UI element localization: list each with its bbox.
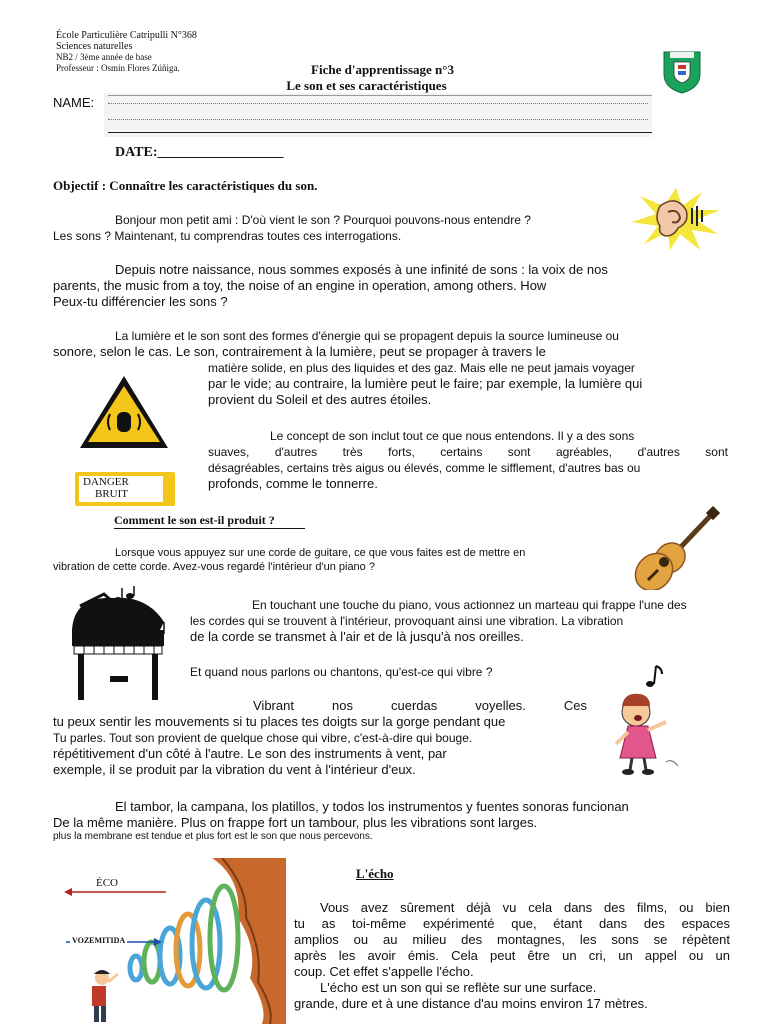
energy-line-2: sonore, selon le cas. Le son, contrairement à la lumière, peut se propager à travers le: [53, 344, 546, 359]
subject-name: Sciences naturelles: [56, 41, 133, 52]
piano-line-3: de la corde se transmet à l'air et de là jusqu'à nos oreilles.: [190, 629, 524, 644]
intro-paragraph-1: [53, 212, 623, 244]
guitar-line-2: vibration de cette corde. Avez-vous regardé l'intérieur d'un piano ?: [53, 561, 375, 573]
danger-noise-sign: [75, 472, 175, 506]
piano-line-1: En touchant une touche du piano, vous actionnez un marteau qui frappe l'une des: [252, 598, 687, 612]
echo-line-7: grande, dure et à une distance d'au moins environ 17 mètres.: [294, 996, 648, 1011]
guitar-paragraph: [53, 546, 633, 574]
guitar-line-1: Lorsque vous appuyez sur une corde de guitare, ce que vous faites est de mettre en: [115, 547, 526, 559]
date-field[interactable]: DATE:__________________: [115, 145, 284, 160]
voice-line-3: Tu parles. Tout son provient de quelque chose qui vibre, c'est-à-dire qui bouge.: [53, 731, 473, 745]
echo-line-6: L'écho est un son qui se reflète sur une surface.: [320, 980, 597, 995]
echo-image-label-voice: VOZEMITIDA: [72, 936, 126, 945]
piano-paragraph: [190, 597, 740, 645]
name-label: NAME:: [53, 95, 95, 110]
drum-line-2: De la même manière. Plus on frappe fort un tambour, plus les vibrations sont larges.: [53, 815, 538, 830]
intro-p2-line-2: parents, the music from a toy, the noise of an engine in operation, among others. How: [53, 278, 547, 293]
danger-sign-line-1: DANGER: [83, 476, 129, 488]
intro-p1-line-1: Bonjour mon petit ami : D'où vient le son ? Pourquoi pouvons-nous entendre ?: [115, 213, 531, 227]
page-title: [250, 62, 515, 94]
title-line-1: Fiche d'apprentissage n°3: [311, 62, 454, 77]
school-header: [56, 30, 256, 74]
teacher-name: Professeur : Osmín Flores Zúñiga.: [56, 63, 180, 73]
echo-line-3: amplios ou au milieu des montagnes, les sons se répètent: [294, 932, 730, 947]
echo-paragraph: [294, 900, 730, 1012]
concept-line-4: profonds, comme le tonnerre.: [208, 476, 378, 491]
intro-paragraph-2: [53, 262, 703, 310]
echo-line-2: tu as toi-même expérimenté que, étant dans des espaces: [294, 916, 730, 931]
voice-line-2: tu peux sentir les mouvements si tu places tes doigts sur la gorge pendant que: [53, 714, 506, 729]
sound-warning-sign-image: [76, 372, 172, 452]
name-field[interactable]: [104, 93, 652, 137]
school-name: École Particulière Catripulli N°368: [56, 30, 197, 41]
voice-line-5: exemple, il se produit par la vibration du vent à l'intérieur d'eux.: [53, 762, 416, 777]
class-level: NB2 / 3ème année de base: [56, 52, 152, 62]
piano-line-2: les cordes qui se trouvent à l'intérieur, provoquant ainsi une vibration. La vibration: [190, 614, 624, 628]
danger-sign-line-2: BRUIT: [95, 488, 128, 500]
concept-paragraph: [208, 428, 728, 492]
objective-text: Objectif : Connaître les caractéristiques du son.: [53, 178, 318, 193]
energy-paragraph-top: [53, 328, 713, 360]
voice-line-1: Vibrant nos cuerdas voyelles. Ces: [253, 698, 587, 713]
energy-line-3: matière solide, en plus des liquides et des gaz. Mais elle ne peut jamais voyager: [208, 361, 635, 375]
energy-line-4: par le vide; au contraire, la lumière peut le faire; par exemple, la lumière qui: [208, 376, 643, 391]
drum-line-1: El tambor, la campana, los platillos, y todos los instrumentos y fuentes sonoras funcionan: [115, 799, 629, 814]
energy-line-1: La lumière et le son sont des formes d'énergie qui se propagent depuis la source lumineuse ou: [115, 329, 619, 343]
echo-line-1: Vous avez sûrement déjà vu cela dans des films, ou bien: [320, 900, 730, 915]
vibrate-question: Et quand nous parlons ou chantons, qu'est-ce qui vibre ?: [190, 665, 493, 679]
concept-line-1: Le concept de son inclut tout ce que nous entendons. Il y a des sons: [270, 429, 635, 443]
concept-line-2: suaves, d'autres très forts, certains sont agréables, d'autres sont: [208, 445, 728, 459]
voice-line-4: répétitivement d'un côté à l'autre. Le son des instruments à vent, par: [53, 746, 447, 761]
intro-p2-line-1: Depuis notre naissance, nous sommes exposés à une infinité de sons : la voix de nos: [115, 262, 608, 277]
produced-heading: Comment le son est-il produit ?: [114, 513, 305, 529]
ear-sound-image: [630, 186, 722, 252]
concept-line-3: désagréables, certains très aigus ou élevés, comme le sifflement, d'autres bas ou: [208, 461, 641, 475]
energy-paragraph-bottom: [208, 360, 718, 408]
singing-child-image: [606, 662, 696, 780]
guitar-image: [630, 506, 720, 590]
title-line-2: Le son et ses caractéristiques: [286, 78, 447, 93]
echo-line-4: après les avoir émis. Cela peut être un cri, un appel ou un: [294, 948, 730, 963]
voice-paragraph: [53, 698, 587, 778]
energy-line-5: provient du Soleil et des autres étoiles.: [208, 392, 432, 407]
drum-paragraph: [53, 799, 743, 843]
drum-line-3: plus la membrane est tendue et plus fort est le son que nous percevons.: [53, 831, 373, 842]
piano-image: [64, 586, 176, 710]
echo-heading: L'écho: [356, 866, 394, 881]
intro-p1-line-2: Les sons ? Maintenant, tu comprendras toutes ces interrogations.: [53, 229, 402, 243]
danger-sign-label: [79, 476, 163, 502]
echo-image-label-eco: ÉCO: [96, 877, 118, 889]
echo-line-5: coup. Cet effet s'appelle l'écho.: [294, 964, 474, 979]
school-crest-logo: [660, 48, 704, 94]
intro-p2-line-3: Peux-tu différencier les sons ?: [53, 294, 228, 309]
